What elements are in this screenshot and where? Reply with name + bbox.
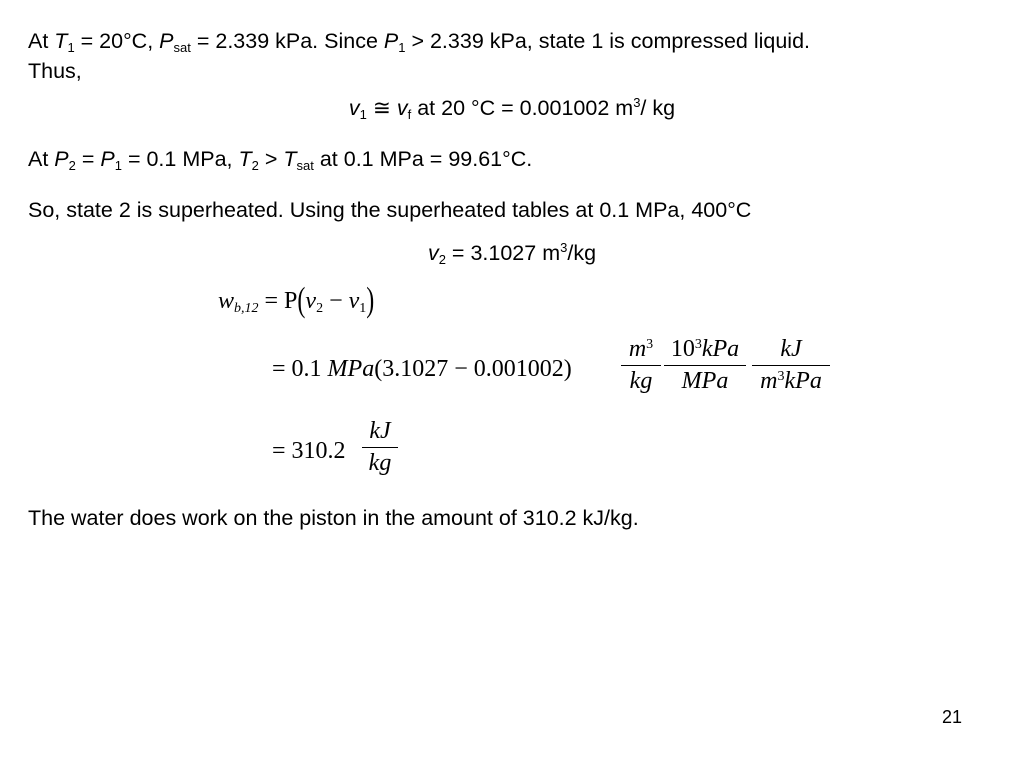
fraction-kj-per-kg: $\frac{kJ}{kg}$ bbox=[362, 418, 398, 477]
text-line-superheated: So, state 2 is superheated. Using the superheated tables at 0.1 MPa, 400°C bbox=[28, 198, 752, 222]
text-line-conclusion: The water does work on the piston in the amount of 310.2 kJ/kg. bbox=[28, 506, 639, 530]
equation-line-3: = 310.2 bbox=[272, 438, 346, 464]
text-line-v2: $v_2 = 3.1027$ $m^3/kg$ bbox=[427, 240, 597, 267]
text-line-state1: At $T_1 = 20^\circ C$, $P_{sat} = 2.339$ kPa. Since $P_1 > 2.339$ kPa, state 1 is compressed liquid. bbox=[28, 29, 811, 55]
fraction-kj-per-m3kpa: kJ $m^3kPa$ bbox=[752, 336, 830, 395]
fraction-kpa-per-mpa: $10^3kPa$ MPa bbox=[664, 336, 746, 395]
equation-line-1: $w_{b,12} = P(v_2 - v_1)$ bbox=[218, 281, 375, 320]
text-line-state2: At $P_2 = P_1 = 0.1$ MPa, $T_2 > T_{sat}$ at 0.1 MPa = 99.61°C. bbox=[28, 147, 533, 173]
text-line-thus: Thus, bbox=[28, 59, 82, 83]
text-line-v1: $v_1$ ≅ $v_f$ at 20 °C = 0.001002 $m^3/$ kg bbox=[348, 95, 676, 122]
equation-line-2: = 0.1 MPa(3.1027 − 0.001002) bbox=[272, 356, 572, 382]
fraction-m3-per-kg: $\frac{m^3}{kg}$ bbox=[621, 336, 661, 395]
page-number: 21 bbox=[941, 707, 962, 727]
